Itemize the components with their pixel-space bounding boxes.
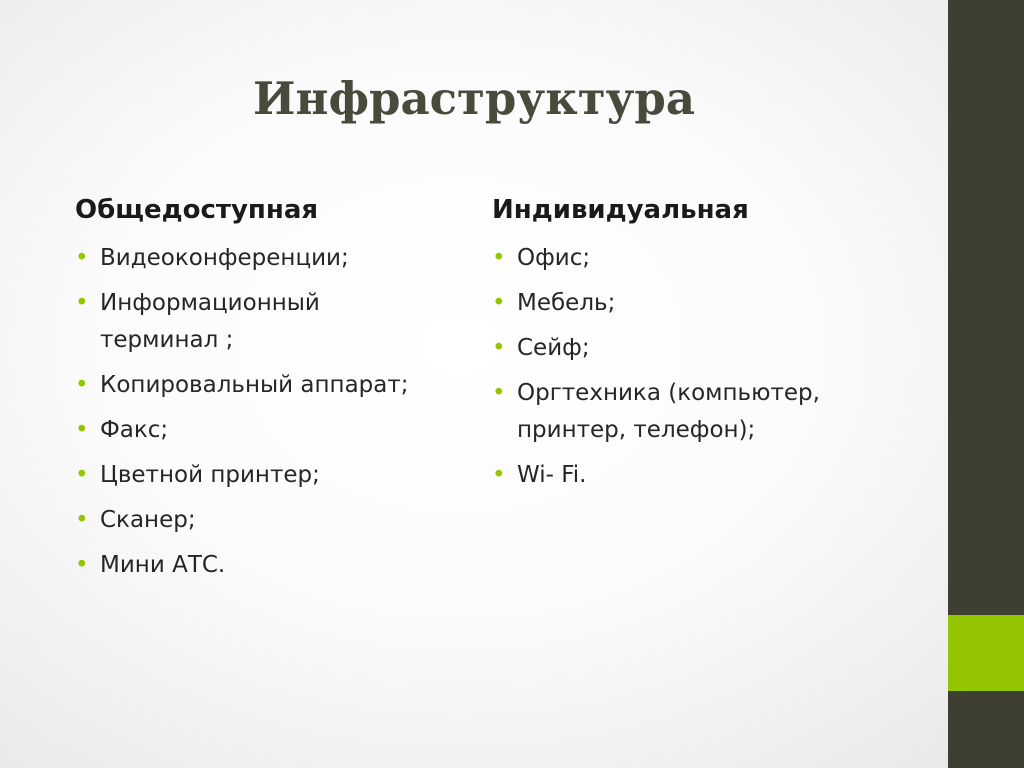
list-item-text: Информационный терминал ; <box>100 290 320 353</box>
bullet-icon: • <box>75 245 89 271</box>
list-item <box>492 457 912 494</box>
bullet-icon: • <box>492 380 506 406</box>
public-column <box>75 188 475 592</box>
list-item <box>492 240 912 277</box>
bullet-icon: • <box>75 417 89 443</box>
bullet-icon: • <box>75 372 89 398</box>
bullet-icon: • <box>492 290 506 316</box>
list-item <box>75 367 475 404</box>
list-item-text: Видеоконференции; <box>100 245 349 271</box>
list-item-text: Цветной принтер; <box>100 462 320 488</box>
list-item <box>492 330 912 367</box>
list-item-text: Офис; <box>517 245 591 271</box>
bullet-icon: • <box>75 462 89 488</box>
list-item <box>75 412 475 449</box>
bullet-icon: • <box>492 462 506 488</box>
individual-heading: Индивидуальная <box>492 195 749 225</box>
list-item-text: Wi- Fi. <box>517 462 587 488</box>
list-item <box>75 547 475 584</box>
list-item-text: Оргтехника (компьютер, принтер, телефон); <box>517 380 820 443</box>
list-item <box>492 375 887 449</box>
list-item-text: Мини АТС. <box>100 552 226 578</box>
bullet-icon: • <box>75 552 89 578</box>
public-list <box>75 240 475 584</box>
list-item-text: Факс; <box>100 417 169 443</box>
bullet-icon: • <box>492 335 506 361</box>
list-item <box>75 240 475 277</box>
bullet-icon: • <box>492 245 506 271</box>
individual-column <box>492 188 912 502</box>
sidebar-accent-block <box>948 615 1024 691</box>
list-item <box>75 457 475 494</box>
list-item-text: Мебель; <box>517 290 616 316</box>
slide-title: Инфраструктура <box>252 72 696 125</box>
individual-list <box>492 240 912 494</box>
list-item <box>75 502 475 539</box>
list-item-text: Сканер; <box>100 507 196 533</box>
bullet-icon: • <box>75 290 89 316</box>
list-item <box>492 285 912 322</box>
list-item-text: Сейф; <box>517 335 590 361</box>
public-heading: Общедоступная <box>75 195 319 225</box>
bullet-icon: • <box>75 507 89 533</box>
list-item-text: Копировальный аппарат; <box>100 372 409 398</box>
list-item <box>75 285 400 359</box>
